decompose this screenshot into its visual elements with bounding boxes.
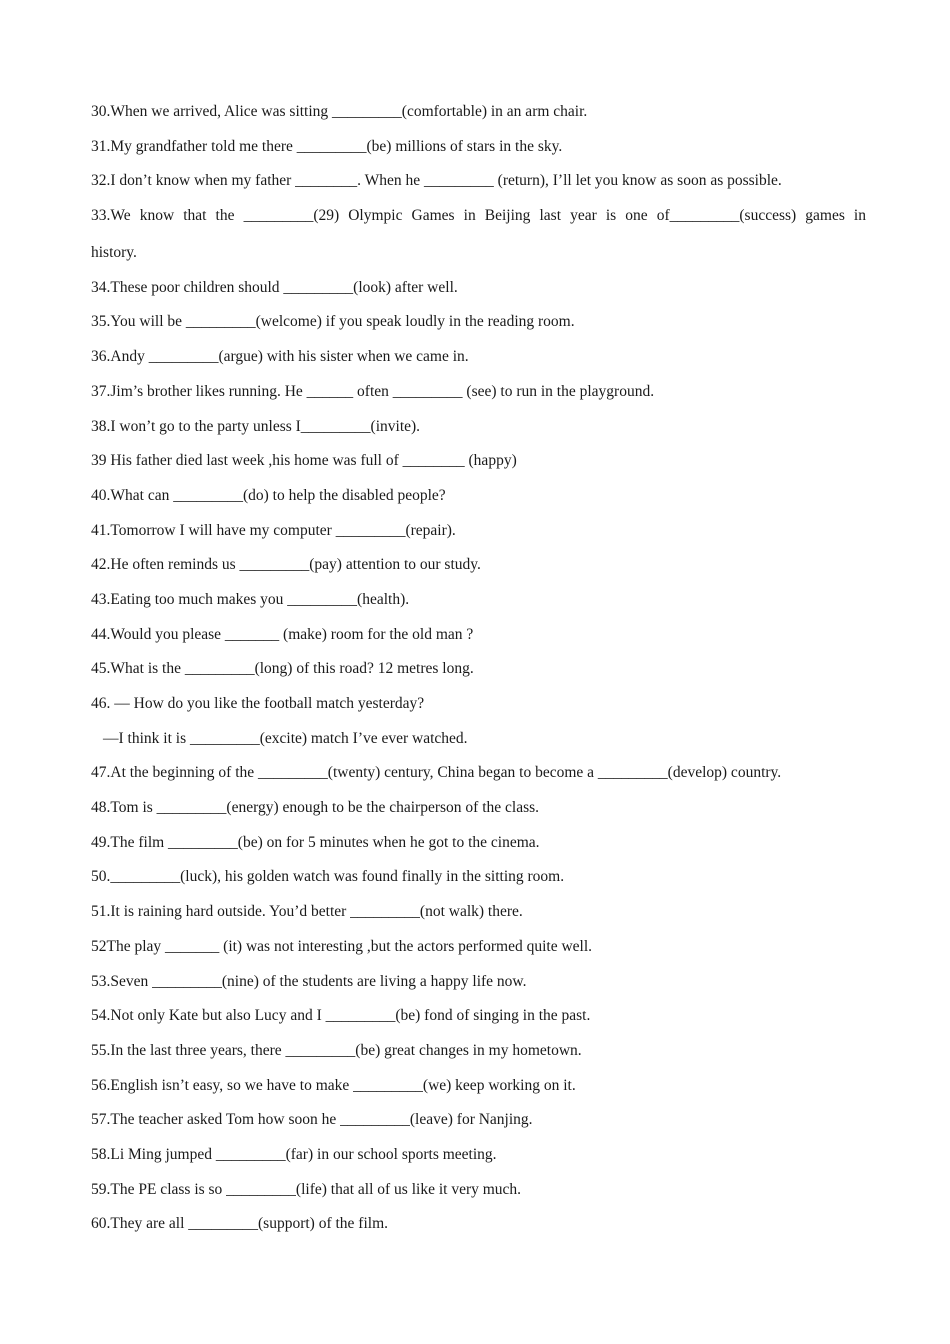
exercise-34: 34.These poor children should _________(look) after well. <box>91 278 458 296</box>
exercise-44: 44.Would you please _______ (make) room for the old man ? <box>91 625 474 643</box>
exercise-37: 37.Jim’s brother likes running. He ______ often _________ (see) to run in the playground. <box>91 382 655 400</box>
exercise-59: 59.The PE class is so _________(life) that all of us like it very much. <box>91 1180 522 1198</box>
exercise-54: 54.Not only Kate but also Lucy and I _________(be) fond of singing in the past. <box>91 1007 591 1025</box>
exercise-43: 43.Eating too much makes you _________(health). <box>91 590 410 608</box>
exercise-36: 36.Andy _________(argue) with his sister when we came in. <box>91 348 469 366</box>
exercise-40: 40.What can _________(do) to help the disabled people? <box>91 486 446 504</box>
exercise-42: 42.He often reminds us _________(pay) attention to our study. <box>91 556 481 574</box>
exercise-46-answer: —I think it is _________(excite) match I’ve ever watched. <box>103 729 468 747</box>
exercise-53: 53.Seven _________(nine) of the students are living a happy life now. <box>91 972 527 990</box>
exercise-33-continued: history. <box>91 244 137 262</box>
exercise-45: 45.What is the _________(long) of this road? 12 metres long. <box>91 660 474 678</box>
exercise-41: 41.Tomorrow I will have my computer _________(repair). <box>91 521 456 539</box>
exercise-50: 50._________(luck), his golden watch was found finally in the sitting room. <box>91 868 565 886</box>
exercise-32: 32.I don’t know when my father ________. When he _________ (return), I’ll let you know as soon as possible. <box>91 172 782 190</box>
exercise-58: 58.Li Ming jumped _________(far) in our school sports meeting. <box>91 1145 497 1163</box>
exercise-list <box>91 99 866 1246</box>
exercise-48: 48.Tom is _________(energy) enough to be the chairperson of the class. <box>91 799 540 817</box>
exercise-60: 60.They are all _________(support) of the film. <box>91 1215 389 1233</box>
exercise-35: 35.You will be _________(welcome) if you speak loudly in the reading room. <box>91 313 575 331</box>
exercise-39: 39 His father died last week ,his home was full of ________ (happy) <box>91 452 517 470</box>
exercise-33: 33.We know that the _________(29) Olympic Games in Beijing last year is one of_________(success) games in <box>91 207 866 225</box>
exercise-57: 57.The teacher asked Tom how soon he _________(leave) for Nanjing. <box>91 1111 533 1129</box>
exercise-46-question: 46. — How do you like the football match yesterday? <box>91 695 425 712</box>
exercise-49: 49.The film _________(be) on for 5 minutes when he got to the cinema. <box>91 833 540 851</box>
exercise-38: 38.I won’t go to the party unless I_________(invite). <box>91 417 421 435</box>
exercise-55: 55.In the last three years, there _________(be) great changes in my hometown. <box>91 1041 582 1059</box>
exercise-47: 47.At the beginning of the _________(twenty) century, China began to become a _________(develop) country. <box>91 764 782 782</box>
exercise-52: 52The play _______ (it) was not interesting ,but the actors performed quite well. <box>91 937 593 955</box>
exercise-51: 51.It is raining hard outside. You’d better _________(not walk) there. <box>91 903 523 921</box>
exercise-56: 56.English isn’t easy, so we have to make _________(we) keep working on it. <box>91 1076 576 1094</box>
exercise-31: 31.My grandfather told me there _________(be) millions of stars in the sky. <box>91 137 563 155</box>
exercise-30: 30.When we arrived, Alice was sitting _________(comfortable) in an arm chair. <box>91 103 588 120</box>
